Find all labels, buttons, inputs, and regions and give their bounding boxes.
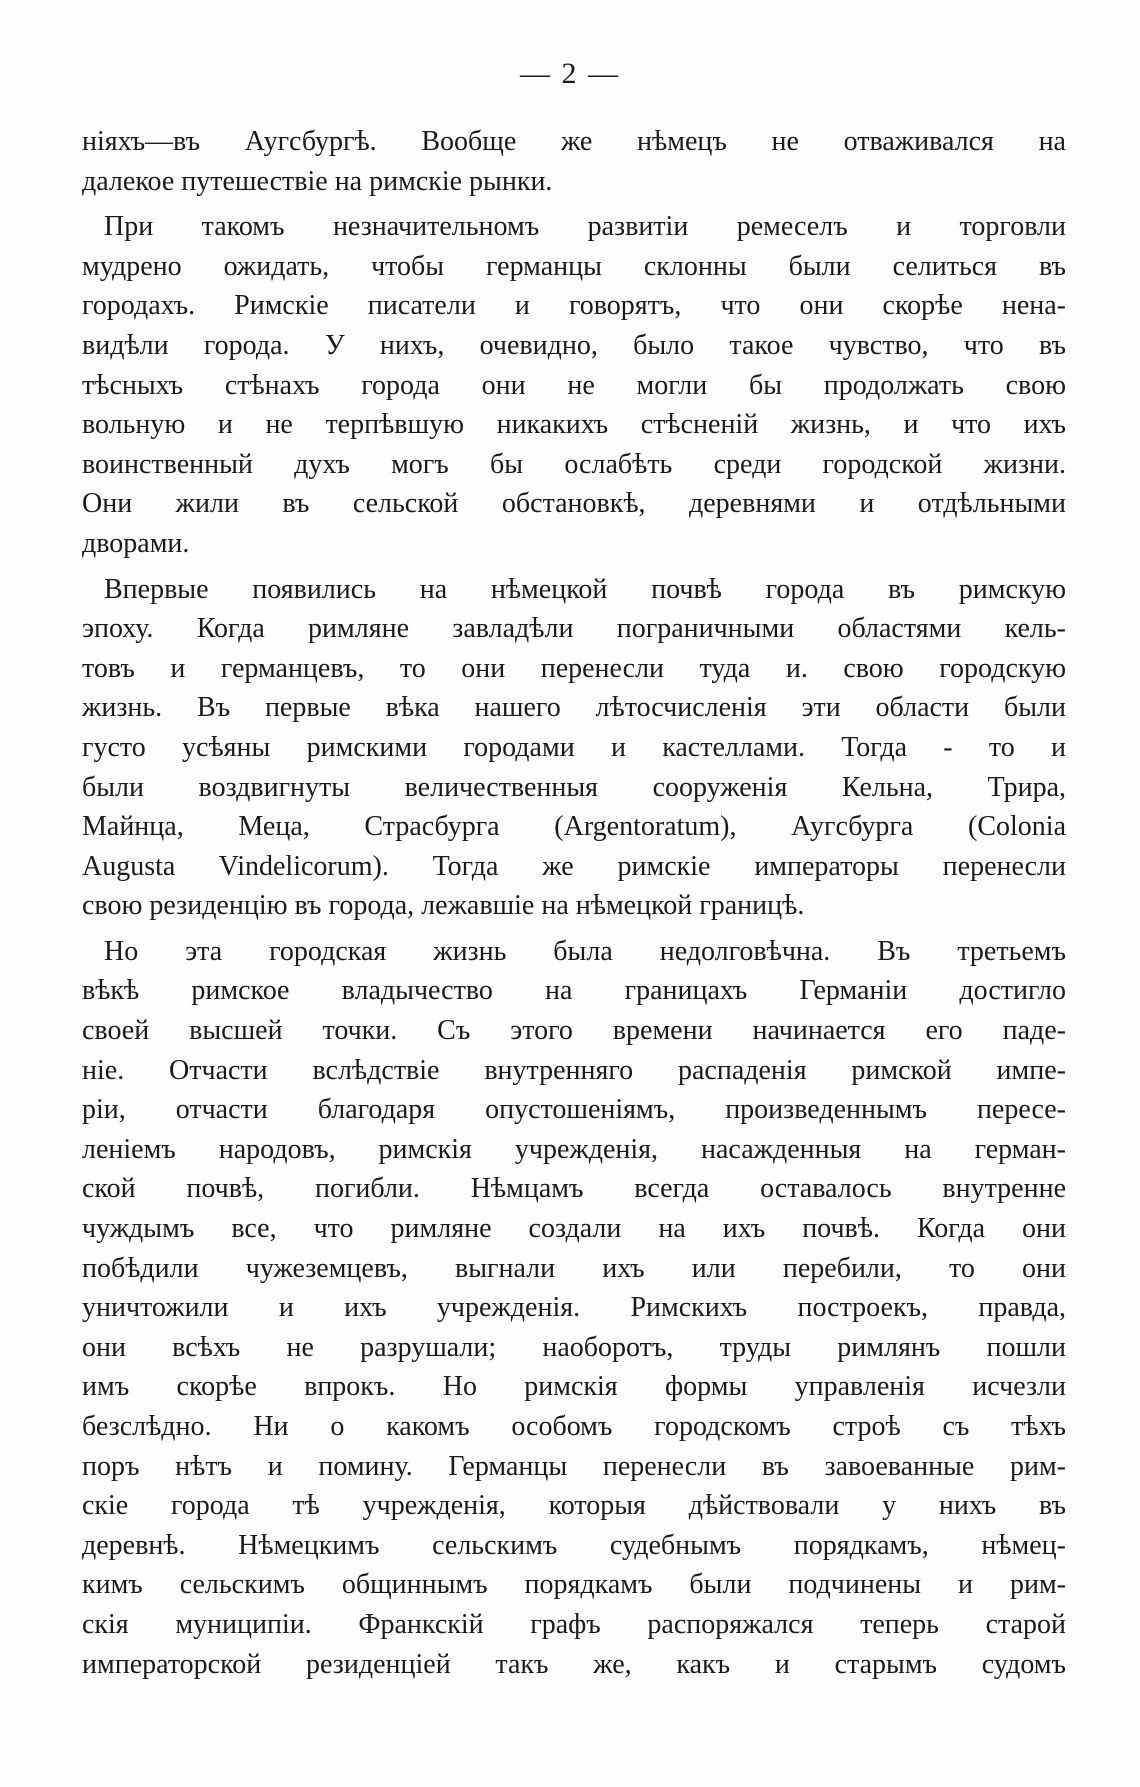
text-line: вѣкѣ римское владычество на границахъ Германіи достигло	[82, 975, 1066, 1007]
text-line: Майнца, Меца, Страсбурга (Argentoratum), Аугсбурга (Colonia	[82, 811, 1066, 843]
text-line: Впервые появились на нѣмецкой почвѣ города въ римскую	[104, 573, 1066, 605]
text-line: воинственный духъ могъ бы ослабѣть среди городской жизни.	[82, 448, 1066, 480]
text-line: городахъ. Римскіе писатели и говорятъ, что они скорѣе нена-	[82, 290, 1066, 322]
text-line: Augusta Vindelicorum). Тогда же римскіе императоры перенесли	[82, 850, 1066, 882]
text-line: чуждымъ все, что римляне создали на ихъ почвѣ. Когда они	[82, 1213, 1066, 1245]
text-line: далекое путешествіе на римскіе рынки.	[82, 165, 553, 197]
text-line: императорской резиденціей такъ же, какъ и старымъ судомъ	[82, 1648, 1066, 1680]
text-line: леніемъ народовъ, римскія учрежденія, насажденныя на герман-	[82, 1133, 1066, 1165]
text-line: мудрено ожидать, чтобы германцы склонны были селиться въ	[82, 250, 1066, 282]
text-line: поръ нѣтъ и помину. Германцы перенесли въ завоеванные рим-	[82, 1450, 1066, 1482]
paragraph	[82, 122, 1066, 201]
text-line: Но эта городская жизнь была недолговѣчна. Въ третьемъ	[104, 935, 1066, 967]
text-line: они всѣхъ не разрушали; наоборотъ, труды римлянъ пошли	[82, 1331, 1066, 1363]
text-line: ніе. Отчасти вслѣдствіе внутренняго распаденія римской импе-	[82, 1054, 1066, 1086]
text-line: побѣдили чужеземцевъ, выгнали ихъ или перебили, то они	[82, 1252, 1066, 1284]
text-line: ніяхъ—въ Аугсбургѣ. Вообще же нѣмецъ не отваживался на	[82, 126, 1066, 157]
body-text	[82, 122, 1066, 1684]
text-line: деревнѣ. Нѣмецкимъ сельскимъ судебнымъ порядкамъ, нѣмец-	[82, 1529, 1066, 1561]
paragraph	[82, 570, 1066, 926]
text-line: своей высшей точки. Съ этого времени начинается его паде-	[82, 1015, 1066, 1047]
text-line: были воздвигнуты величественныя сооруженія Кельна, Трира,	[82, 771, 1066, 803]
text-line: товъ и германцевъ, то они перенесли туда и. свою городскую	[82, 652, 1066, 684]
text-line: дворами.	[82, 527, 190, 559]
text-line: Они жили въ сельской обстановкѣ, деревнями и отдѣльными	[82, 488, 1066, 520]
text-line: видѣли города. У нихъ, очевидно, было такое чувство, что въ	[82, 329, 1066, 361]
text-line: При такомъ незначительномъ развитіи ремеселъ и торговли	[104, 211, 1066, 243]
text-line: тѣсныхъ стѣнахъ города они не могли бы продолжать свою	[82, 369, 1066, 401]
text-line: вольную и не терпѣвшую никакихъ стѣсненій жизнь, и что ихъ	[82, 409, 1066, 441]
text-line: скія муниципіи. Франкскій графъ распоряжался теперь старой	[82, 1608, 1066, 1640]
paragraph	[82, 207, 1066, 563]
text-line: свою резиденцію въ города, лежавшіе на нѣмецкой границѣ.	[82, 890, 805, 922]
text-line: густо усѣяны римскими городами и кастеллами. Тогда - то и	[82, 731, 1066, 763]
paragraph	[82, 932, 1066, 1684]
text-line: эпоху. Когда римляне завладѣли пограничными областями кель-	[82, 613, 1066, 645]
text-line: ріи, отчасти благодаря опустошеніямъ, произведеннымъ пересе-	[82, 1094, 1066, 1126]
text-line: безслѣдно. Ни о какомъ особомъ городскомъ строѣ съ тѣхъ	[82, 1411, 1066, 1442]
text-line: скіе города тѣ учрежденія, которыя дѣйствовали у нихъ въ	[82, 1490, 1066, 1522]
text-line: имъ скорѣе впрокъ. Но римскія формы управленія исчезли	[82, 1371, 1066, 1403]
text-line: ской почвѣ, погибли. Нѣмцамъ всегда оставалось внутренне	[82, 1173, 1066, 1205]
text-line: кимъ сельскимъ общиннымъ порядкамъ были подчинены и рим-	[82, 1569, 1066, 1601]
page-number: — 2 —	[520, 57, 620, 90]
text-line: жизнь. Въ первые вѣка нашего лѣтосчисленія эти области были	[82, 692, 1066, 724]
text-line: уничтожили и ихъ учрежденія. Римскихъ построекъ, правда,	[82, 1292, 1066, 1324]
